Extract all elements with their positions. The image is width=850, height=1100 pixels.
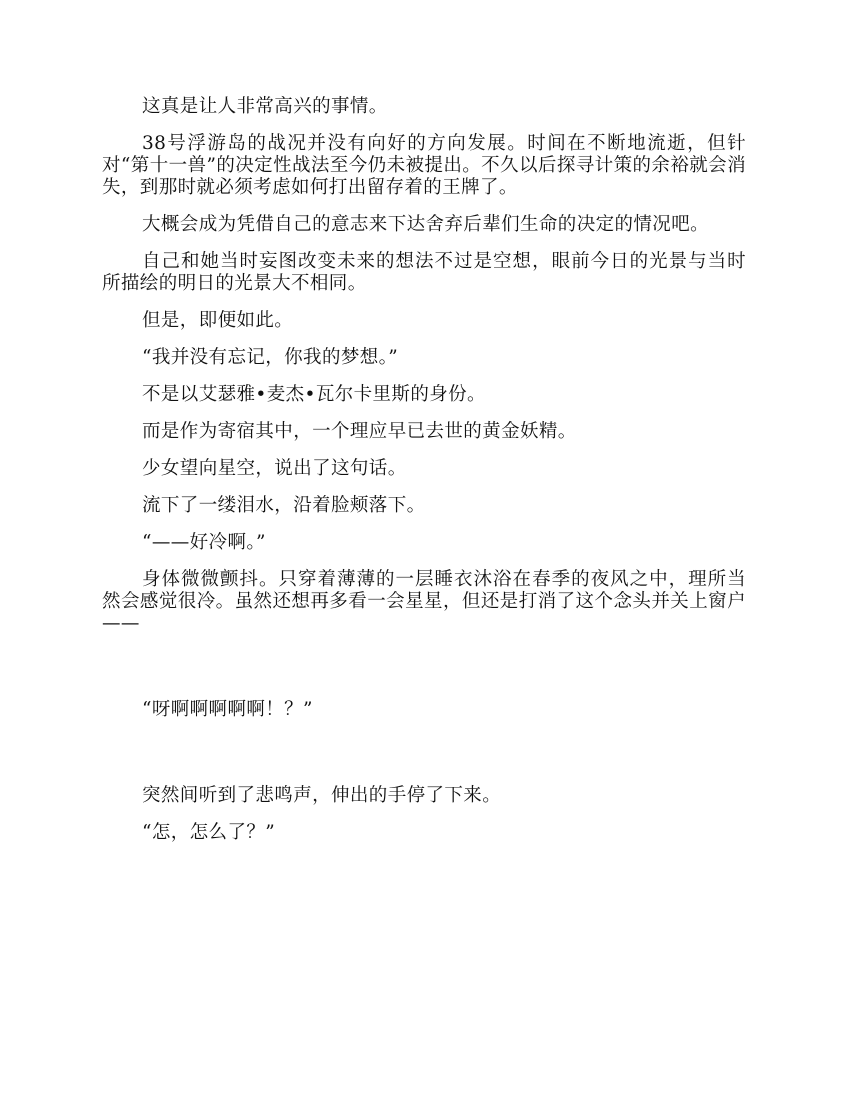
paragraph: “——好冷啊。”	[142, 532, 266, 553]
paragraph: 流下了一缕泪水，沿着脸颊落下。	[142, 495, 426, 516]
paragraph: 不是以艾瑟雅•麦杰•瓦尔卡里斯的身份。	[142, 384, 486, 405]
paragraph: “怎，怎么了？”	[142, 822, 276, 843]
paragraph: 这真是让人非常高兴的事情。	[142, 96, 388, 117]
paragraph: 而是作为寄宿其中，一个理应早已去世的黄金妖精。	[142, 421, 577, 442]
paragraph: “我并没有忘记，你我的梦想。”	[142, 347, 399, 368]
paragraph: 少女望向星空，说出了这句话。	[142, 458, 407, 479]
paragraph: 自己和她当时妄图改变未来的想法不过是空想，眼前今日的光景与当时所描绘的明日的光景大不相同。	[102, 251, 746, 294]
paragraph: 突然间听到了悲鸣声，伸出的手停了下来。	[142, 785, 502, 806]
paragraph: “呀啊啊啊啊啊！？”	[142, 699, 313, 720]
paragraph: 身体微微颤抖。只穿着薄薄的一层睡衣沐浴在春季的夜风之中，理所当然会感觉很冷。虽然还想再多看一会星星，但还是打消了这个念头并关上窗户——	[102, 569, 746, 634]
paragraph: 38号浮游岛的战况并没有向好的方向发展。时间在不断地流逝，但针对“第十一兽”的决定性战法至今仍未被提出。不久以后探寻计策的余裕就会消失，到那时就必须考虑如何打出留存着的王牌了。	[102, 133, 746, 198]
paragraph: 大概会成为凭借自己的意志来下达舍弃后辈们生命的决定的情况吧。	[142, 214, 710, 235]
document-page	[102, 96, 746, 859]
paragraph: 但是，即便如此。	[142, 310, 294, 331]
